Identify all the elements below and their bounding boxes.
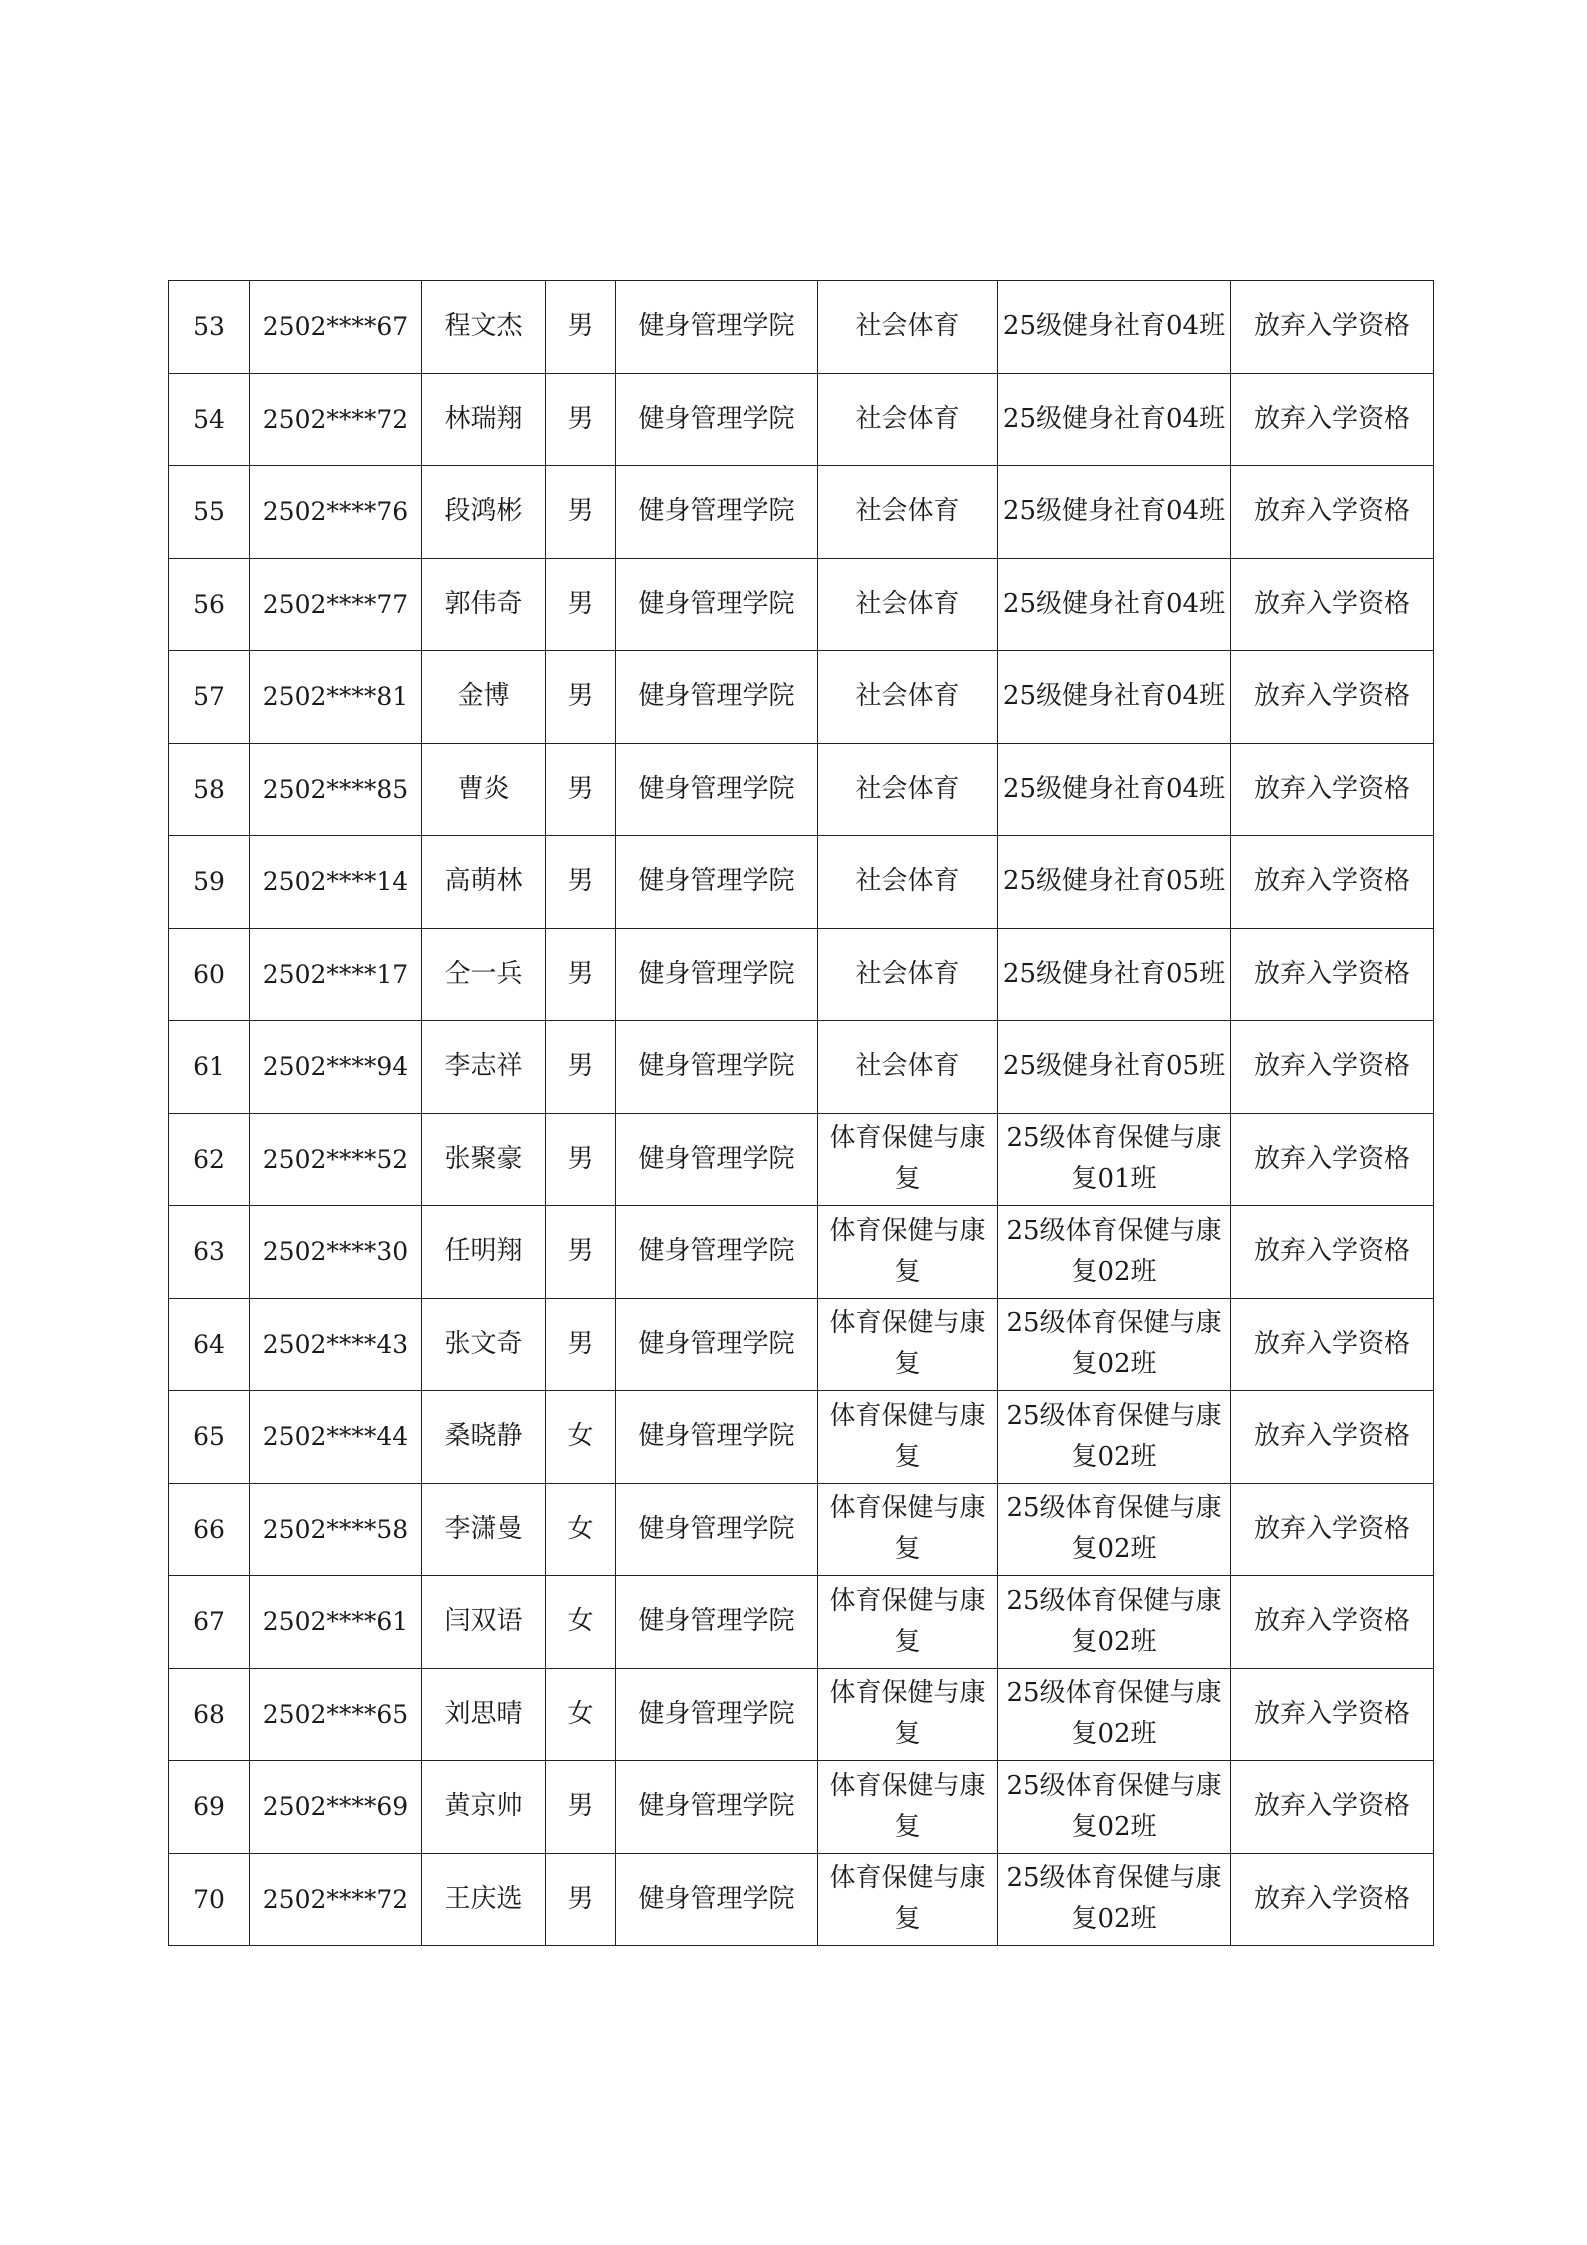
gender-cell: 男	[546, 1206, 616, 1299]
class-cell: 25级健身社育05班	[998, 836, 1231, 929]
gender-cell: 女	[546, 1576, 616, 1669]
student-id-cell: 2502****52	[250, 1113, 422, 1206]
gender-cell: 男	[546, 1021, 616, 1114]
class-cell: 25级体育保健与康复01班	[998, 1113, 1231, 1206]
table-row	[169, 466, 1434, 559]
student-id-cell: 2502****76	[250, 466, 422, 559]
row-number-cell: 58	[169, 743, 250, 836]
gender-cell: 男	[546, 743, 616, 836]
row-number-cell: 61	[169, 1021, 250, 1114]
row-number-cell: 62	[169, 1113, 250, 1206]
class-cell: 25级健身社育04班	[998, 373, 1231, 466]
roster-body	[169, 281, 1434, 1946]
student-id-cell: 2502****85	[250, 743, 422, 836]
major-cell: 体育保健与康复	[818, 1576, 998, 1669]
table-row	[169, 1206, 1434, 1299]
status-cell: 放弃入学资格	[1231, 1021, 1434, 1114]
student-name-cell: 李志祥	[422, 1021, 546, 1114]
table-row	[169, 1853, 1434, 1946]
status-cell: 放弃入学资格	[1231, 651, 1434, 744]
student-id-cell: 2502****77	[250, 558, 422, 651]
gender-cell: 男	[546, 1853, 616, 1946]
row-number-cell: 53	[169, 281, 250, 374]
class-cell: 25级健身社育05班	[998, 928, 1231, 1021]
table-row	[169, 1668, 1434, 1761]
row-number-cell: 55	[169, 466, 250, 559]
status-cell: 放弃入学资格	[1231, 928, 1434, 1021]
student-name-cell: 曹炎	[422, 743, 546, 836]
major-cell: 社会体育	[818, 281, 998, 374]
student-id-cell: 2502****69	[250, 1761, 422, 1854]
table-row	[169, 1576, 1434, 1669]
class-cell: 25级体育保健与康复02班	[998, 1298, 1231, 1391]
status-cell: 放弃入学资格	[1231, 1853, 1434, 1946]
table-row	[169, 281, 1434, 374]
college-cell: 健身管理学院	[616, 281, 818, 374]
status-cell: 放弃入学资格	[1231, 743, 1434, 836]
college-cell: 健身管理学院	[616, 836, 818, 929]
class-cell: 25级体育保健与康复02班	[998, 1206, 1231, 1299]
status-cell: 放弃入学资格	[1231, 558, 1434, 651]
major-cell: 社会体育	[818, 373, 998, 466]
college-cell: 健身管理学院	[616, 1113, 818, 1206]
major-cell: 社会体育	[818, 651, 998, 744]
table-row	[169, 1761, 1434, 1854]
student-name-cell: 任明翔	[422, 1206, 546, 1299]
table-row	[169, 1298, 1434, 1391]
table-row	[169, 743, 1434, 836]
class-cell: 25级健身社育05班	[998, 1021, 1231, 1114]
major-cell: 社会体育	[818, 836, 998, 929]
student-name-cell: 仝一兵	[422, 928, 546, 1021]
table-row	[169, 558, 1434, 651]
status-cell: 放弃入学资格	[1231, 466, 1434, 559]
row-number-cell: 54	[169, 373, 250, 466]
student-id-cell: 2502****58	[250, 1483, 422, 1576]
table-row	[169, 373, 1434, 466]
status-cell: 放弃入学资格	[1231, 281, 1434, 374]
gender-cell: 女	[546, 1391, 616, 1484]
table-row	[169, 1021, 1434, 1114]
student-name-cell: 李潇曼	[422, 1483, 546, 1576]
student-name-cell: 郭伟奇	[422, 558, 546, 651]
row-number-cell: 63	[169, 1206, 250, 1299]
gender-cell: 女	[546, 1668, 616, 1761]
gender-cell: 女	[546, 1483, 616, 1576]
gender-cell: 男	[546, 558, 616, 651]
row-number-cell: 69	[169, 1761, 250, 1854]
student-name-cell: 林瑞翔	[422, 373, 546, 466]
student-name-cell: 张聚豪	[422, 1113, 546, 1206]
college-cell: 健身管理学院	[616, 1853, 818, 1946]
row-number-cell: 64	[169, 1298, 250, 1391]
student-id-cell: 2502****65	[250, 1668, 422, 1761]
major-cell: 体育保健与康复	[818, 1761, 998, 1854]
student-id-cell: 2502****94	[250, 1021, 422, 1114]
student-name-cell: 闫双语	[422, 1576, 546, 1669]
status-cell: 放弃入学资格	[1231, 1113, 1434, 1206]
row-number-cell: 68	[169, 1668, 250, 1761]
class-cell: 25级健身社育04班	[998, 651, 1231, 744]
major-cell: 社会体育	[818, 466, 998, 559]
gender-cell: 男	[546, 1298, 616, 1391]
major-cell: 社会体育	[818, 743, 998, 836]
row-number-cell: 66	[169, 1483, 250, 1576]
gender-cell: 男	[546, 928, 616, 1021]
college-cell: 健身管理学院	[616, 1021, 818, 1114]
class-cell: 25级体育保健与康复02班	[998, 1668, 1231, 1761]
student-id-cell: 2502****67	[250, 281, 422, 374]
student-id-cell: 2502****30	[250, 1206, 422, 1299]
major-cell: 体育保健与康复	[818, 1668, 998, 1761]
gender-cell: 男	[546, 836, 616, 929]
college-cell: 健身管理学院	[616, 1206, 818, 1299]
student-roster-table	[168, 280, 1434, 1946]
row-number-cell: 67	[169, 1576, 250, 1669]
class-cell: 25级体育保健与康复02班	[998, 1853, 1231, 1946]
student-name-cell: 王庆选	[422, 1853, 546, 1946]
college-cell: 健身管理学院	[616, 1761, 818, 1854]
class-cell: 25级体育保健与康复02班	[998, 1391, 1231, 1484]
major-cell: 社会体育	[818, 928, 998, 1021]
status-cell: 放弃入学资格	[1231, 1298, 1434, 1391]
student-id-cell: 2502****44	[250, 1391, 422, 1484]
student-name-cell: 黄京帅	[422, 1761, 546, 1854]
college-cell: 健身管理学院	[616, 1298, 818, 1391]
row-number-cell: 65	[169, 1391, 250, 1484]
table-row	[169, 928, 1434, 1021]
class-cell: 25级健身社育04班	[998, 558, 1231, 651]
status-cell: 放弃入学资格	[1231, 1668, 1434, 1761]
college-cell: 健身管理学院	[616, 928, 818, 1021]
status-cell: 放弃入学资格	[1231, 1391, 1434, 1484]
table-row	[169, 836, 1434, 929]
student-name-cell: 金博	[422, 651, 546, 744]
major-cell: 社会体育	[818, 558, 998, 651]
student-name-cell: 程文杰	[422, 281, 546, 374]
major-cell: 体育保健与康复	[818, 1206, 998, 1299]
major-cell: 体育保健与康复	[818, 1298, 998, 1391]
gender-cell: 男	[546, 1761, 616, 1854]
major-cell: 社会体育	[818, 1021, 998, 1114]
student-id-cell: 2502****43	[250, 1298, 422, 1391]
student-id-cell: 2502****81	[250, 651, 422, 744]
class-cell: 25级体育保健与康复02班	[998, 1761, 1231, 1854]
college-cell: 健身管理学院	[616, 1668, 818, 1761]
college-cell: 健身管理学院	[616, 558, 818, 651]
student-id-cell: 2502****17	[250, 928, 422, 1021]
gender-cell: 男	[546, 466, 616, 559]
college-cell: 健身管理学院	[616, 373, 818, 466]
status-cell: 放弃入学资格	[1231, 1206, 1434, 1299]
student-id-cell: 2502****14	[250, 836, 422, 929]
status-cell: 放弃入学资格	[1231, 836, 1434, 929]
college-cell: 健身管理学院	[616, 743, 818, 836]
status-cell: 放弃入学资格	[1231, 1483, 1434, 1576]
table-row	[169, 1113, 1434, 1206]
college-cell: 健身管理学院	[616, 1483, 818, 1576]
college-cell: 健身管理学院	[616, 1391, 818, 1484]
college-cell: 健身管理学院	[616, 466, 818, 559]
table-row	[169, 651, 1434, 744]
major-cell: 体育保健与康复	[818, 1113, 998, 1206]
row-number-cell: 59	[169, 836, 250, 929]
class-cell: 25级体育保健与康复02班	[998, 1483, 1231, 1576]
gender-cell: 男	[546, 1113, 616, 1206]
class-cell: 25级体育保健与康复02班	[998, 1576, 1231, 1669]
status-cell: 放弃入学资格	[1231, 1576, 1434, 1669]
student-id-cell: 2502****72	[250, 1853, 422, 1946]
student-name-cell: 张文奇	[422, 1298, 546, 1391]
student-name-cell: 段鸿彬	[422, 466, 546, 559]
college-cell: 健身管理学院	[616, 1576, 818, 1669]
student-name-cell: 刘思晴	[422, 1668, 546, 1761]
gender-cell: 男	[546, 373, 616, 466]
gender-cell: 男	[546, 651, 616, 744]
gender-cell: 男	[546, 281, 616, 374]
student-name-cell: 高萌林	[422, 836, 546, 929]
row-number-cell: 60	[169, 928, 250, 1021]
major-cell: 体育保健与康复	[818, 1853, 998, 1946]
class-cell: 25级健身社育04班	[998, 743, 1231, 836]
student-name-cell: 桑晓静	[422, 1391, 546, 1484]
row-number-cell: 70	[169, 1853, 250, 1946]
major-cell: 体育保健与康复	[818, 1391, 998, 1484]
row-number-cell: 56	[169, 558, 250, 651]
status-cell: 放弃入学资格	[1231, 1761, 1434, 1854]
row-number-cell: 57	[169, 651, 250, 744]
class-cell: 25级健身社育04班	[998, 281, 1231, 374]
major-cell: 体育保健与康复	[818, 1483, 998, 1576]
student-id-cell: 2502****72	[250, 373, 422, 466]
table-row	[169, 1391, 1434, 1484]
table-row	[169, 1483, 1434, 1576]
class-cell: 25级健身社育04班	[998, 466, 1231, 559]
college-cell: 健身管理学院	[616, 651, 818, 744]
status-cell: 放弃入学资格	[1231, 373, 1434, 466]
student-id-cell: 2502****61	[250, 1576, 422, 1669]
